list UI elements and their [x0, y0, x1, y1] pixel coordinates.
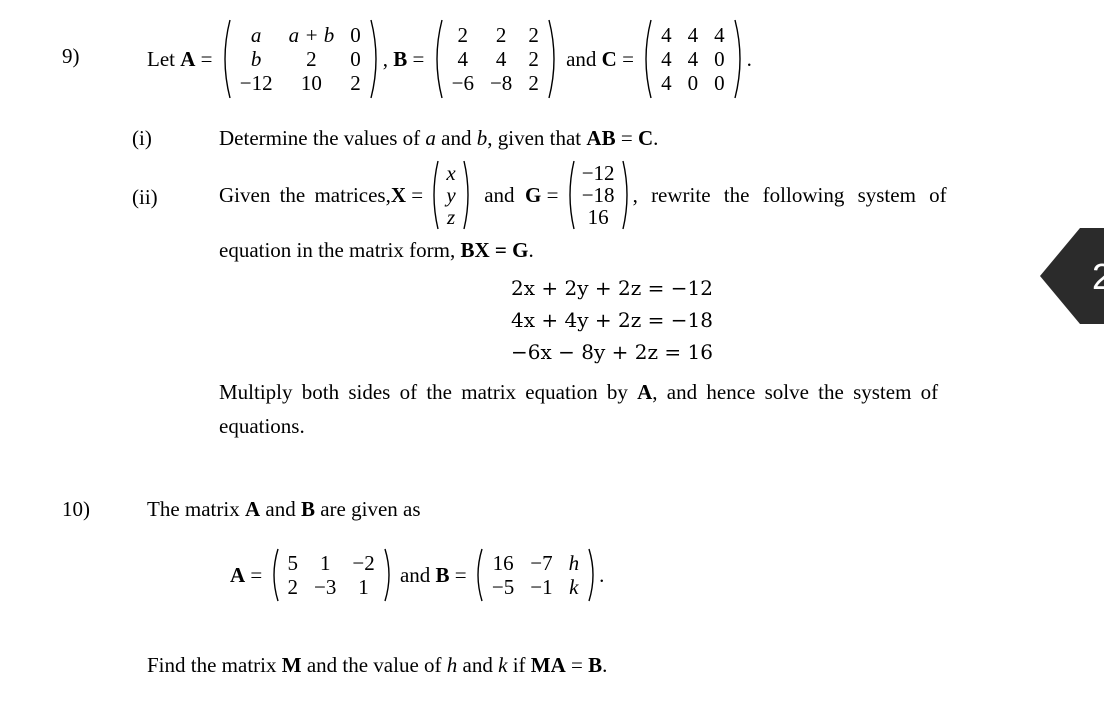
q10-A-cell: −3 [314, 575, 337, 599]
q10-intro-b: are given as [314, 497, 421, 521]
q10-A-cell: 1 [319, 551, 331, 575]
q10-intro [147, 497, 421, 522]
q10-number: 10) [62, 497, 90, 521]
q9-B-cell: −8 [489, 71, 513, 95]
q9-B-cell: 4 [457, 47, 469, 71]
q9-C-cell: 4 [687, 23, 699, 47]
q9-matrix-A [218, 18, 383, 100]
q10-intro-a: The matrix [147, 497, 245, 521]
q9-let: Let [147, 46, 175, 71]
q9-i-eq: = [615, 126, 638, 150]
q9-and: and [566, 46, 597, 71]
q9-i-and: and [435, 126, 477, 150]
q9-B-cell: 2 [528, 23, 539, 47]
q9-part-ii-label: (ii) [132, 185, 158, 209]
q9-A-cell: 0 [350, 47, 361, 71]
q9-ii-text: Given the matrices, [219, 182, 391, 207]
q9-part-ii-line1: Given the matrices, X = x y z and G = −12 −18 16 , rewrite the following system of [219, 161, 947, 229]
q9-C-cell: 4 [687, 47, 699, 71]
q9-X-cell: z [446, 205, 456, 229]
q9-G-cell: −18 [581, 183, 615, 207]
page-side-tab[interactable] [1040, 228, 1112, 324]
q9-A-cell: 2 [306, 47, 317, 71]
q9-equation-system [511, 272, 713, 368]
q10-find-b: and the value of [301, 653, 447, 677]
q10-find-and: and [457, 653, 499, 677]
q10-B-cell: −1 [530, 575, 553, 599]
q9-C-cell: 0 [687, 71, 699, 95]
q9-A-cell: −12 [239, 71, 273, 95]
q9-instr-a: Multiply both sides of the matrix equation by [219, 380, 638, 404]
q9-ii-line2-eq: BX = G [460, 238, 529, 262]
q9-A-cell: a + b [288, 23, 335, 47]
q9-A-cell: 10 [300, 71, 322, 95]
q9-instr-b: , and hence solve the system of [652, 380, 939, 404]
q9-A-cell: 2 [350, 71, 361, 95]
q10-B-name: B [435, 562, 450, 587]
q9-instruction [219, 375, 1055, 443]
q9-C-cell: 0 [714, 71, 725, 95]
q10-matrix-A [268, 547, 395, 603]
q9-G-cell: 16 [587, 205, 609, 229]
equation-3: −6x − 8y + 2z = 16 [511, 340, 713, 364]
q9-B-cell: 2 [528, 71, 539, 95]
q9-i-text-mid: , given that [487, 126, 587, 150]
q10-B-cell: 16 [492, 551, 514, 575]
q10-A-cell: 1 [358, 575, 369, 599]
q10-find [147, 653, 607, 678]
q10-matrix-B [472, 547, 599, 603]
q9-A-name: A [180, 46, 196, 71]
side-tab-label: 2 [1092, 256, 1112, 297]
equation-1: 2x + 2y + 2z = −12 [511, 276, 713, 300]
q10-intro-and: and [260, 497, 301, 521]
q10-B-cell: −5 [491, 575, 515, 599]
q9-matrix-X [428, 159, 473, 231]
q9-i-var-a: a [425, 126, 436, 150]
q9-i-rhs: C [637, 126, 654, 150]
q9-i-end: . [653, 126, 659, 150]
q9-C-cell: 0 [714, 47, 725, 71]
q10-eq-rhs: B [588, 653, 603, 677]
q9-ii-and: and [484, 182, 515, 207]
q10-A-name: A [230, 562, 246, 587]
q9-instr-line2: equations. [219, 414, 305, 438]
q9-matrix-G [564, 159, 633, 231]
q9-C-cell: 4 [661, 47, 672, 71]
q9-i-lhs: AB [586, 126, 616, 150]
q9-A-cell: 0 [350, 23, 361, 47]
q9-number: 9) [62, 44, 80, 68]
q10-eq-lhs: MA [530, 653, 566, 677]
q9-i-var-b: b [476, 126, 488, 150]
q9-C-cell: 4 [661, 71, 672, 95]
q9-ii-text-after: , rewrite the following system of [632, 182, 947, 207]
q10-intro-A: A [244, 497, 261, 521]
q9-ii-line2: equation in the matrix form, BX = G. [219, 238, 534, 262]
q9-A-cell: a [250, 23, 262, 47]
q10-A-cell: 5 [287, 551, 299, 575]
q10-B-cell: −7 [530, 551, 553, 575]
q9-C-name: C [601, 46, 617, 71]
q9-C-cell: 4 [714, 23, 725, 47]
q10-var-k: k [498, 653, 508, 677]
q9-part-i-text [219, 126, 658, 151]
q10-find-a: Find the matrix [147, 653, 282, 677]
q9-B-cell: 2 [457, 23, 469, 47]
q9-B-cell: −6 [451, 71, 474, 95]
q10-A-cell: −2 [352, 551, 375, 575]
q9-B-name: B [393, 46, 408, 71]
q9-i-text: Determine the values of [219, 126, 426, 150]
q9-part-i-label: (i) [132, 126, 152, 150]
q9-B-cell: 2 [528, 47, 539, 71]
q10-find-end: . [602, 653, 608, 677]
q10-find-M: M [281, 653, 302, 677]
q10-and: and [399, 562, 431, 587]
q9-X-cell: x [446, 161, 456, 185]
q9-ii-line2-text: equation in the matrix form, [219, 238, 461, 262]
q10-A-cell: 2 [287, 575, 299, 599]
q9-instr-A: A [637, 380, 653, 404]
q10-intro-B: B [300, 497, 315, 521]
q10-find-if: if [507, 653, 531, 677]
q9-C-cell: 4 [661, 23, 672, 47]
q10-B-cell: k [569, 575, 579, 599]
q9-A-cell: b [250, 47, 262, 71]
q9-X-cell: y [446, 183, 456, 207]
q9-G-cell: −12 [581, 161, 615, 185]
q9-B-cell: 4 [495, 47, 507, 71]
q9-matrices-line: Let A = a a + b 0 b 2 0 −12 10 2 , B = 2 2 2 4 4 2 −6 −8 2 and C = 4 4 4 4 4 0 4 0 0 . [147, 14, 752, 104]
q9-B-cell: 2 [495, 23, 507, 47]
q9-matrix-C [639, 18, 747, 100]
q10-var-h: h [446, 653, 458, 677]
q9-ii-X-name: X [390, 182, 407, 207]
q10-matrices-line: A = 5 1 −2 2 −3 1 and B = 16 −7 h −5 −1 k . [230, 544, 604, 606]
q9-instr-line1 [219, 375, 938, 409]
q10-eq: = [565, 653, 589, 677]
q9-ii-G-name: G [525, 182, 542, 207]
equation-2: 4x + 4y + 2z = −18 [511, 308, 713, 332]
q9-matrix-B [430, 18, 561, 100]
q10-B-cell: h [568, 551, 580, 575]
